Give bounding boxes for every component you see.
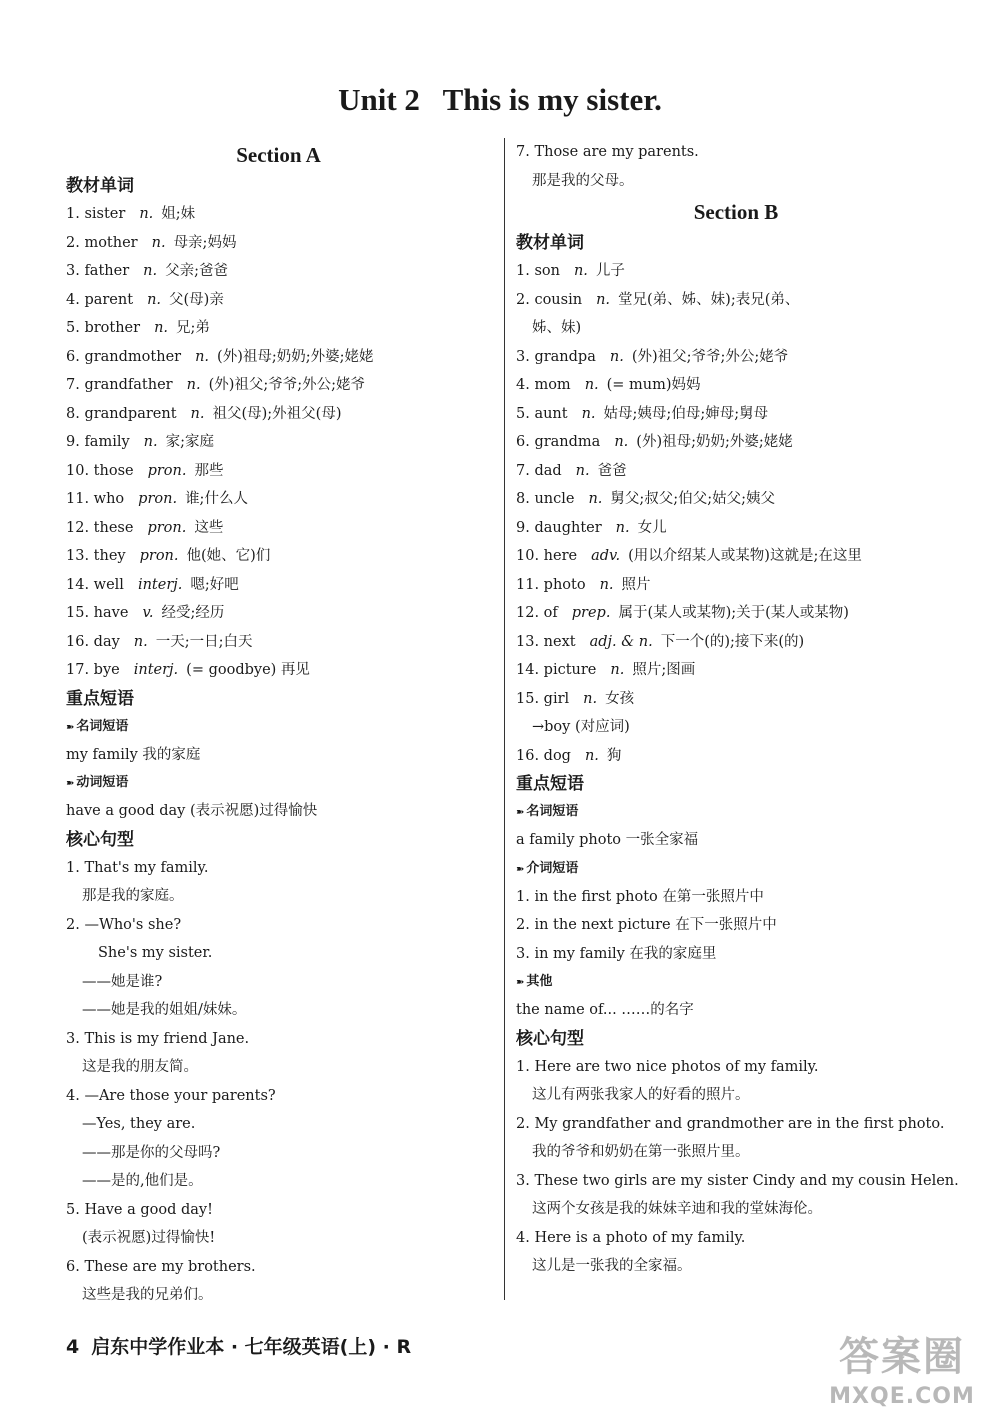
section-a-title: Section A: [236, 143, 321, 167]
vocab-definition: 祖父(母);外祖父(母): [212, 405, 342, 422]
vocab-heading: 教材单词: [516, 233, 584, 253]
vocab-item: [516, 742, 956, 771]
vocab-pos: n.: [581, 405, 596, 422]
sentence-translation: 我的爷爷和奶奶在第一张照片里。: [532, 1144, 750, 1160]
sentence: 2. My grandfather and grandmother are in the first photo.: [516, 1115, 945, 1132]
phrases-heading: 重点短语: [516, 774, 584, 794]
vocab-pos: n.: [143, 263, 158, 279]
vocab-item: [66, 571, 491, 600]
vocab-definition: 下一个(的);接下来(的): [660, 633, 805, 650]
vocab-definition: (外)祖父;爷爷;外公;姥爷: [631, 348, 789, 365]
vocab-item: [516, 343, 956, 372]
vocab-item: [516, 428, 956, 457]
vocab-pos: v.: [142, 605, 154, 621]
sentence-list: [516, 1053, 959, 1281]
vocab-definition: 父(母)亲: [169, 291, 224, 308]
watermark-domain: MXQE.COM: [829, 1384, 975, 1409]
vocab-word: 14. well: [66, 576, 124, 593]
vocab-word: 14. picture: [516, 662, 597, 678]
vocab-definition: (外)祖父;爷爷;外公;姥爷: [208, 377, 366, 393]
vocab-definition: 家;家庭: [165, 434, 215, 450]
vocab-pos: pron.: [139, 548, 179, 564]
vocab-definition: 姊、妹): [532, 320, 582, 336]
vocab-word: 9. daughter: [516, 519, 602, 536]
vocab-definition: 母亲;妈妈: [173, 234, 237, 251]
noun-phrase-label: ➽ 名词短语: [516, 804, 579, 819]
arrow-icon: ➽: [66, 778, 75, 789]
vocab-definition: 一天;一日;白天: [155, 633, 253, 650]
sentence-list: [66, 854, 491, 1310]
sentences-heading: 核心句型: [516, 1028, 584, 1049]
column-divider: [504, 138, 505, 1300]
vocab-item: [66, 599, 491, 628]
noun-phrase-label: ➽ 名词短语: [66, 718, 129, 734]
vocab-pos: n.: [588, 491, 603, 507]
arrow-icon: ➽: [66, 721, 75, 733]
vocab-list: [516, 257, 956, 770]
vocab-definition: 女孩: [605, 690, 635, 707]
vocab-definition: 这些: [194, 519, 224, 536]
verb-phrase: have a good day (表示祝愿)过得愉快: [66, 803, 318, 819]
vocab-word: 3. father: [66, 263, 130, 279]
sentence: 6. These are my brothers.: [66, 1258, 256, 1275]
sentence-translation: ——她是谁?: [82, 973, 163, 990]
vocab-pos: n.: [573, 263, 588, 279]
vocab-item: [516, 314, 956, 343]
vocab-word: 15. have: [66, 605, 129, 621]
vocab-item: [516, 542, 956, 571]
vocab-definition: 姑母;姨母;伯母;婶母;舅母: [603, 405, 769, 422]
other-phrase: the name of... ……的名字: [516, 1002, 694, 1018]
vocab-word: 6. grandma: [516, 434, 601, 450]
phrases-heading: 重点短语: [66, 688, 134, 709]
vocab-definition: 舅父;叔父;伯父;姑父;姨父: [610, 491, 775, 507]
vocab-word: 13. they: [66, 548, 126, 564]
vocab-word: 13. next: [516, 633, 576, 650]
vocab-word: 12. of: [516, 605, 558, 621]
vocab-item: [66, 286, 491, 315]
noun-phrase: my family 我的家庭: [66, 746, 201, 763]
prep-phrase: 1. in the first photo 在第一张照片中: [516, 888, 764, 905]
vocab-word: 5. brother: [66, 320, 141, 336]
vocab-pos: n.: [596, 291, 611, 308]
section-b-title: Section B: [693, 200, 779, 224]
vocab-word: 15. girl: [516, 690, 570, 707]
page-title: Unit 2 This is my sister.: [338, 82, 662, 117]
vocab-item: [66, 514, 491, 543]
sentence-translation: 这些是我的兄弟们。: [82, 1287, 213, 1303]
vocab-word: 8. uncle: [516, 491, 575, 507]
sentence: 2. —Who's she?: [66, 916, 182, 933]
vocab-item: [66, 371, 491, 400]
sentences-heading: 核心句型: [66, 829, 134, 850]
vocab-item: [66, 343, 491, 372]
vocab-pos: interj.: [137, 576, 183, 593]
vocab-item: [516, 656, 956, 685]
vocab-definition: 谁;什么人: [185, 491, 248, 507]
vocab-pos: n.: [614, 434, 629, 450]
sentence-translation: (表示祝愿)过得愉快!: [82, 1230, 216, 1246]
vocab-pos: n.: [139, 206, 154, 222]
vocab-item: [516, 599, 956, 628]
vocab-pos: n.: [583, 690, 598, 707]
vocab-pos: pron.: [138, 491, 178, 507]
vocab-word: 17. bye: [66, 662, 120, 678]
verb-phrase-label: ➽ 动词短语: [66, 775, 129, 790]
vocab-pos: n.: [599, 576, 614, 593]
vocab-pos: n.: [190, 405, 205, 422]
vocab-pos: n.: [195, 348, 210, 365]
watermark-logo: [812, 1331, 992, 1419]
vocab-definition: 狗: [606, 747, 622, 764]
book-title: 启东中学作业本 · 七年级英语(上) · R: [91, 1336, 412, 1358]
vocab-item: [516, 371, 956, 400]
vocab-definition: 嗯;好吧: [190, 576, 239, 593]
vocab-pos: adv.: [591, 548, 621, 564]
arrow-icon: ➽: [516, 807, 525, 818]
vocab-item: [66, 542, 491, 571]
vocab-item: [66, 200, 491, 229]
sentence: 7. Those are my parents.: [516, 144, 699, 160]
vocab-item: [516, 571, 956, 600]
vocab-definition: →boy (对应词): [532, 719, 630, 735]
vocab-word: 8. grandparent: [66, 405, 177, 422]
sentence-translation: 那是我的父母。: [532, 172, 634, 189]
vocab-word: 9. family: [66, 434, 130, 450]
vocab-word: 10. here: [516, 548, 578, 564]
page-number: 4: [66, 1336, 80, 1358]
vocab-pos: pron.: [147, 519, 187, 536]
vocab-definition: 父亲;爸爸: [165, 263, 228, 279]
vocab-heading: 教材单词: [66, 176, 134, 196]
vocab-definition: 照片;图画: [632, 662, 696, 678]
vocab-item: [66, 400, 491, 429]
sentence-translation: ——她是我的姐姐/妹妹。: [82, 1002, 247, 1018]
vocab-pos: n.: [584, 377, 599, 393]
vocab-word: 11. photo: [516, 576, 586, 593]
sentence-translation: 这儿是一张我的全家福。: [532, 1258, 692, 1274]
vocab-pos: n.: [151, 234, 166, 251]
vocab-word: 7. grandfather: [66, 377, 173, 393]
sentence: 1. That's my family.: [66, 859, 209, 876]
right-column: [516, 138, 959, 1281]
watermark-text: 答案圈: [839, 1334, 965, 1380]
vocab-word: 4. mom: [516, 377, 571, 393]
vocab-definition: (用以介绍某人或某物)这就是;在这里: [628, 548, 862, 564]
other-label: ➽ 其他: [516, 974, 553, 989]
vocab-item: [66, 428, 491, 457]
vocab-definition: 姐;妹: [161, 206, 196, 222]
vocab-item: [66, 314, 491, 343]
prep-phrase-label: ➽ 介词短语: [516, 860, 579, 876]
sentence-translation: 那是我的家庭。: [82, 888, 184, 904]
vocab-definition: 儿子: [595, 263, 625, 279]
vocab-word: 7. dad: [516, 462, 562, 479]
vocab-item: [516, 628, 956, 657]
vocab-item: [66, 656, 491, 685]
vocab-definition: 爸爸: [597, 462, 627, 479]
sentence-translation: ——是的,他们是。: [82, 1173, 203, 1189]
vocab-word: 4. parent: [66, 291, 134, 308]
noun-phrase: a family photo 一张全家福: [516, 832, 699, 848]
vocab-pos: n.: [615, 519, 630, 536]
vocab-word: 16. day: [66, 633, 120, 650]
vocab-definition: (= goodbye) 再见: [186, 662, 310, 678]
vocab-item: [516, 514, 956, 543]
vocab-pos: prep.: [571, 605, 611, 621]
vocab-item: [516, 257, 956, 286]
sentence: 4. —Are those your parents?: [66, 1087, 276, 1104]
vocab-definition: 他(她、它)们: [186, 548, 271, 564]
vocab-word: 5. aunt: [516, 405, 568, 422]
vocab-pos: pron.: [147, 462, 187, 479]
vocab-word: 1. son: [516, 263, 560, 279]
vocab-pos: n.: [186, 377, 201, 393]
vocab-item: [516, 400, 956, 429]
vocab-item: [516, 713, 956, 742]
vocab-item: [516, 485, 956, 514]
vocab-definition: (外)祖母;奶奶;外婆;姥姥: [217, 348, 374, 365]
vocab-pos: n.: [584, 747, 599, 764]
vocab-definition: 属于(某人或某物);关于(某人或某物): [618, 605, 849, 621]
vocab-pos: n.: [610, 662, 625, 678]
sentence: She's my sister.: [98, 945, 213, 961]
vocab-definition: 那些: [194, 462, 224, 479]
vocab-word: 16. dog: [516, 747, 571, 764]
vocab-word: 3. grandpa: [516, 348, 596, 365]
vocab-definition: 兄;弟: [176, 320, 210, 336]
vocab-item: [516, 286, 956, 315]
sentence-translation: 这儿有两张我家人的好看的照片。: [532, 1087, 750, 1103]
arrow-icon: ➽: [516, 863, 525, 875]
vocab-pos: n.: [575, 462, 590, 479]
sentence: 1. Here are two nice photos of my family.: [516, 1058, 819, 1075]
vocab-item: [66, 229, 491, 258]
vocab-word: 1. sister: [66, 206, 126, 222]
sentence-translation: 这是我的朋友简。: [82, 1059, 198, 1075]
vocab-word: 10. those: [66, 462, 134, 479]
prep-phrase: 3. in my family 在我的家庭里: [516, 945, 717, 962]
left-column: [66, 138, 491, 1310]
arrow-icon: ➽: [516, 977, 525, 988]
vocab-item: [66, 457, 491, 486]
vocab-pos: n.: [133, 633, 148, 650]
vocab-pos: n.: [143, 434, 158, 450]
vocab-pos: interj.: [133, 662, 179, 678]
vocab-list: [66, 200, 491, 685]
prep-phrase: 2. in the next picture 在下一张照片中: [516, 917, 777, 933]
vocab-pos: adj. & n.: [589, 633, 653, 650]
vocab-item: [66, 628, 491, 657]
vocab-definition: 女儿: [637, 519, 667, 536]
vocab-definition: 经受;经历: [161, 605, 225, 621]
vocab-definition: 照片: [621, 576, 651, 593]
sentence-translation: ——那是你的父母吗?: [82, 1144, 221, 1161]
vocab-word: 12. these: [66, 519, 134, 536]
vocab-definition: (外)祖母;奶奶;外婆;姥姥: [636, 434, 793, 450]
vocab-item: [66, 257, 491, 286]
vocab-pos: n.: [609, 348, 624, 365]
sentence: 3. These two girls are my sister Cindy and my cousin Helen.: [516, 1172, 959, 1189]
page-footer: [66, 1332, 411, 1359]
vocab-item: [516, 457, 956, 486]
sentence: 4. Here is a photo of my family.: [516, 1229, 746, 1246]
vocab-word: 2. mother: [66, 234, 138, 251]
vocab-definition: (= mum)妈妈: [606, 377, 701, 393]
vocab-pos: n.: [154, 320, 169, 336]
sentence: 3. This is my friend Jane.: [66, 1030, 250, 1047]
sentence: —Yes, they are.: [82, 1116, 196, 1132]
sentence-translation: 这两个女孩是我的妹妹辛迪和我的堂妹海伦。: [532, 1201, 822, 1217]
vocab-pos: n.: [147, 291, 162, 308]
vocab-definition: 堂兄(弟、姊、妹);表兄(弟、: [618, 291, 800, 308]
vocab-word: 11. who: [66, 491, 125, 507]
sentence: 5. Have a good day!: [66, 1201, 213, 1218]
vocab-item: [516, 685, 956, 714]
vocab-item: [66, 485, 491, 514]
vocab-word: 2. cousin: [516, 291, 583, 308]
vocab-word: 6. grandmother: [66, 348, 182, 365]
